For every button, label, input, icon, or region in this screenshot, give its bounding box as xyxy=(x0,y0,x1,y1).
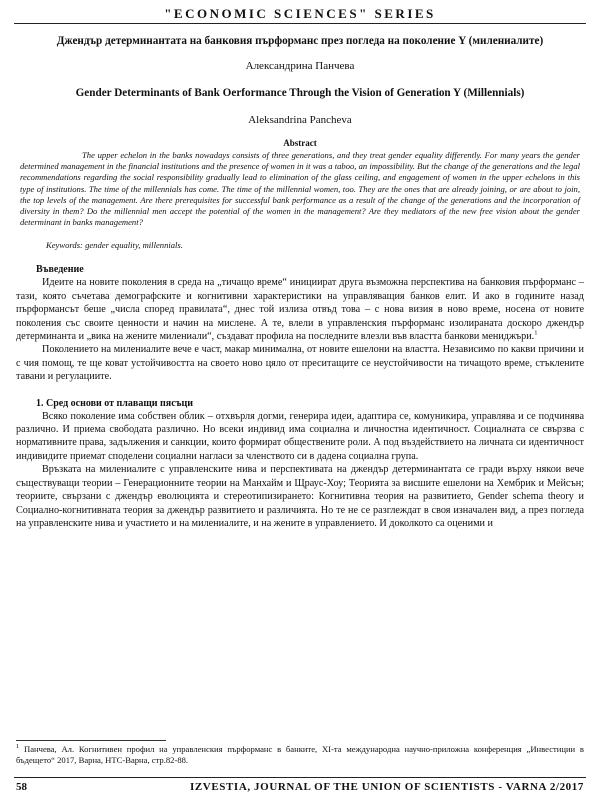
series-header: "ECONOMIC SCIENCES" SERIES xyxy=(164,6,436,21)
abstract-text: The upper echelon in the banks nowadays consists of three generations, and they treat gender equality differently. For many years the gender determined management in the financial institutions and the presence of women in it was a taboo, an impossibility. But the change of the generations and the legal recommendations regarding the social responsibility gradually lead to elimination of the glass ceiling, and engagement of women in the upper echelons in this type of institutions. The time of the millennials has come. The time of the millennial women, too. They are the ones that are already joining, or are about to join, the top levels of the management. Are there prerequisites for successful bank performance as a result of the change of the generations and the incorporation of diversity in them? Do the millennial men accept the potential of the women in the management? Are they mediators of the new free vision about the gender determinant in banks management? xyxy=(20,150,580,228)
abstract-heading: Abstract xyxy=(283,138,317,148)
page-content xyxy=(16,26,584,530)
author-bulgarian: Александрина Панчева xyxy=(245,60,355,72)
footnote-text: Панчева, Ал. Когнитивен профил на управленския пърформанс в банките, XI-та международна научно-приложна конференция „Инвестиции в бъдещето“ 2017, Варна, НТС-Варна, стр.82-88. xyxy=(16,744,584,765)
intro-paragraph xyxy=(16,276,584,343)
journal-name: IZVESTIA, JOURNAL OF THE UNION OF SCIENTISTS - VARNA 2/2017 xyxy=(189,781,584,793)
author-english: Aleksandrina Pancheva xyxy=(248,114,352,126)
title-english: Gender Determinants of Bank Oerformance Through the Vision of Generation Y (Millennials) xyxy=(75,87,525,99)
intro-heading: Въведение xyxy=(36,264,84,276)
footer-rule xyxy=(14,777,586,778)
intro-paragraph: Поколението на милениалите вече е част, макар минимална, от новите ешелони на властта. Независимо по какви причини и с чия помощ, те ще коват устойчивостта на своето ново цяло от преситащите се неустойчивости на тичащото време, стъклените тавани и регулациите. xyxy=(16,344,584,383)
page-number: 58 xyxy=(16,781,27,793)
intro-paragraph-text: Идеите на новите поколения в среда на „тичащо време“ инициират друга възможна перспектива на банковия пърформанс – тази, която съчетава демографските и когнитивни характеристики на управляващия банков елит. И ако в годините назад пърформансът беше „числа според правилата“, днес той излиза отвъд това – с нова визия в ново време, носена от новите поколения със своите ценности и начин на мислене. А те, влели в управленския пърформанс изолираната доскоро джендър детерминанта и „вика на жените милениали“, създават профила на последните влезли във властта банкови мениджъри. xyxy=(16,277,584,343)
title-bulgarian: Джендър детерминантата на банковия пърформанс през погледа на поколение Y (милениалите) xyxy=(56,35,544,47)
section-1-heading: 1. Сред основи от плаващи пясъци xyxy=(36,397,193,409)
section-1-paragraph: Всяко поколение има собствен облик – отхвърля догми, генерира идеи, адаптира се, комуникира, управлява и се подчинява различно. И приема свободата различно. Но всеки индивид има социална и личностна идентичност. Социалната се свързва с нормативните права, задължения и санкции, които формират обществените роли. А под въздействието на личната си идентичност индивидите приемат споделени социални нагласи за членството си в дадена социална група. xyxy=(16,410,584,462)
footnote-rule xyxy=(16,740,166,741)
footnote-marker: 1 xyxy=(16,743,20,751)
section-1-paragraph: Връзката на милениалите с управленските нива и перспективата на джендър детерминантата се гради върху някои вече съществуващи теории – Генерационните теории на Манхайм и Щраус-Хоу; Теорията за висшите ешелони на Хембрик и Мейсън; теориите, свързани с джендър еволюцията и стереотипизирането: Когнитивна теория на развитието, Gender schema theory и Социално-когнитивната теория за джендър развитието и различията. Но те не се разглеждат в своя изначален вид, а през погледа на управленските нива и участието и на милениалите, и на жените в управлението. И доколкото са оценими и xyxy=(16,464,584,529)
keywords: Keywords: gender equality, millennials. xyxy=(46,240,183,251)
header-rule xyxy=(14,23,586,24)
footnote-ref: 1 xyxy=(534,329,538,337)
footnote xyxy=(16,744,584,766)
